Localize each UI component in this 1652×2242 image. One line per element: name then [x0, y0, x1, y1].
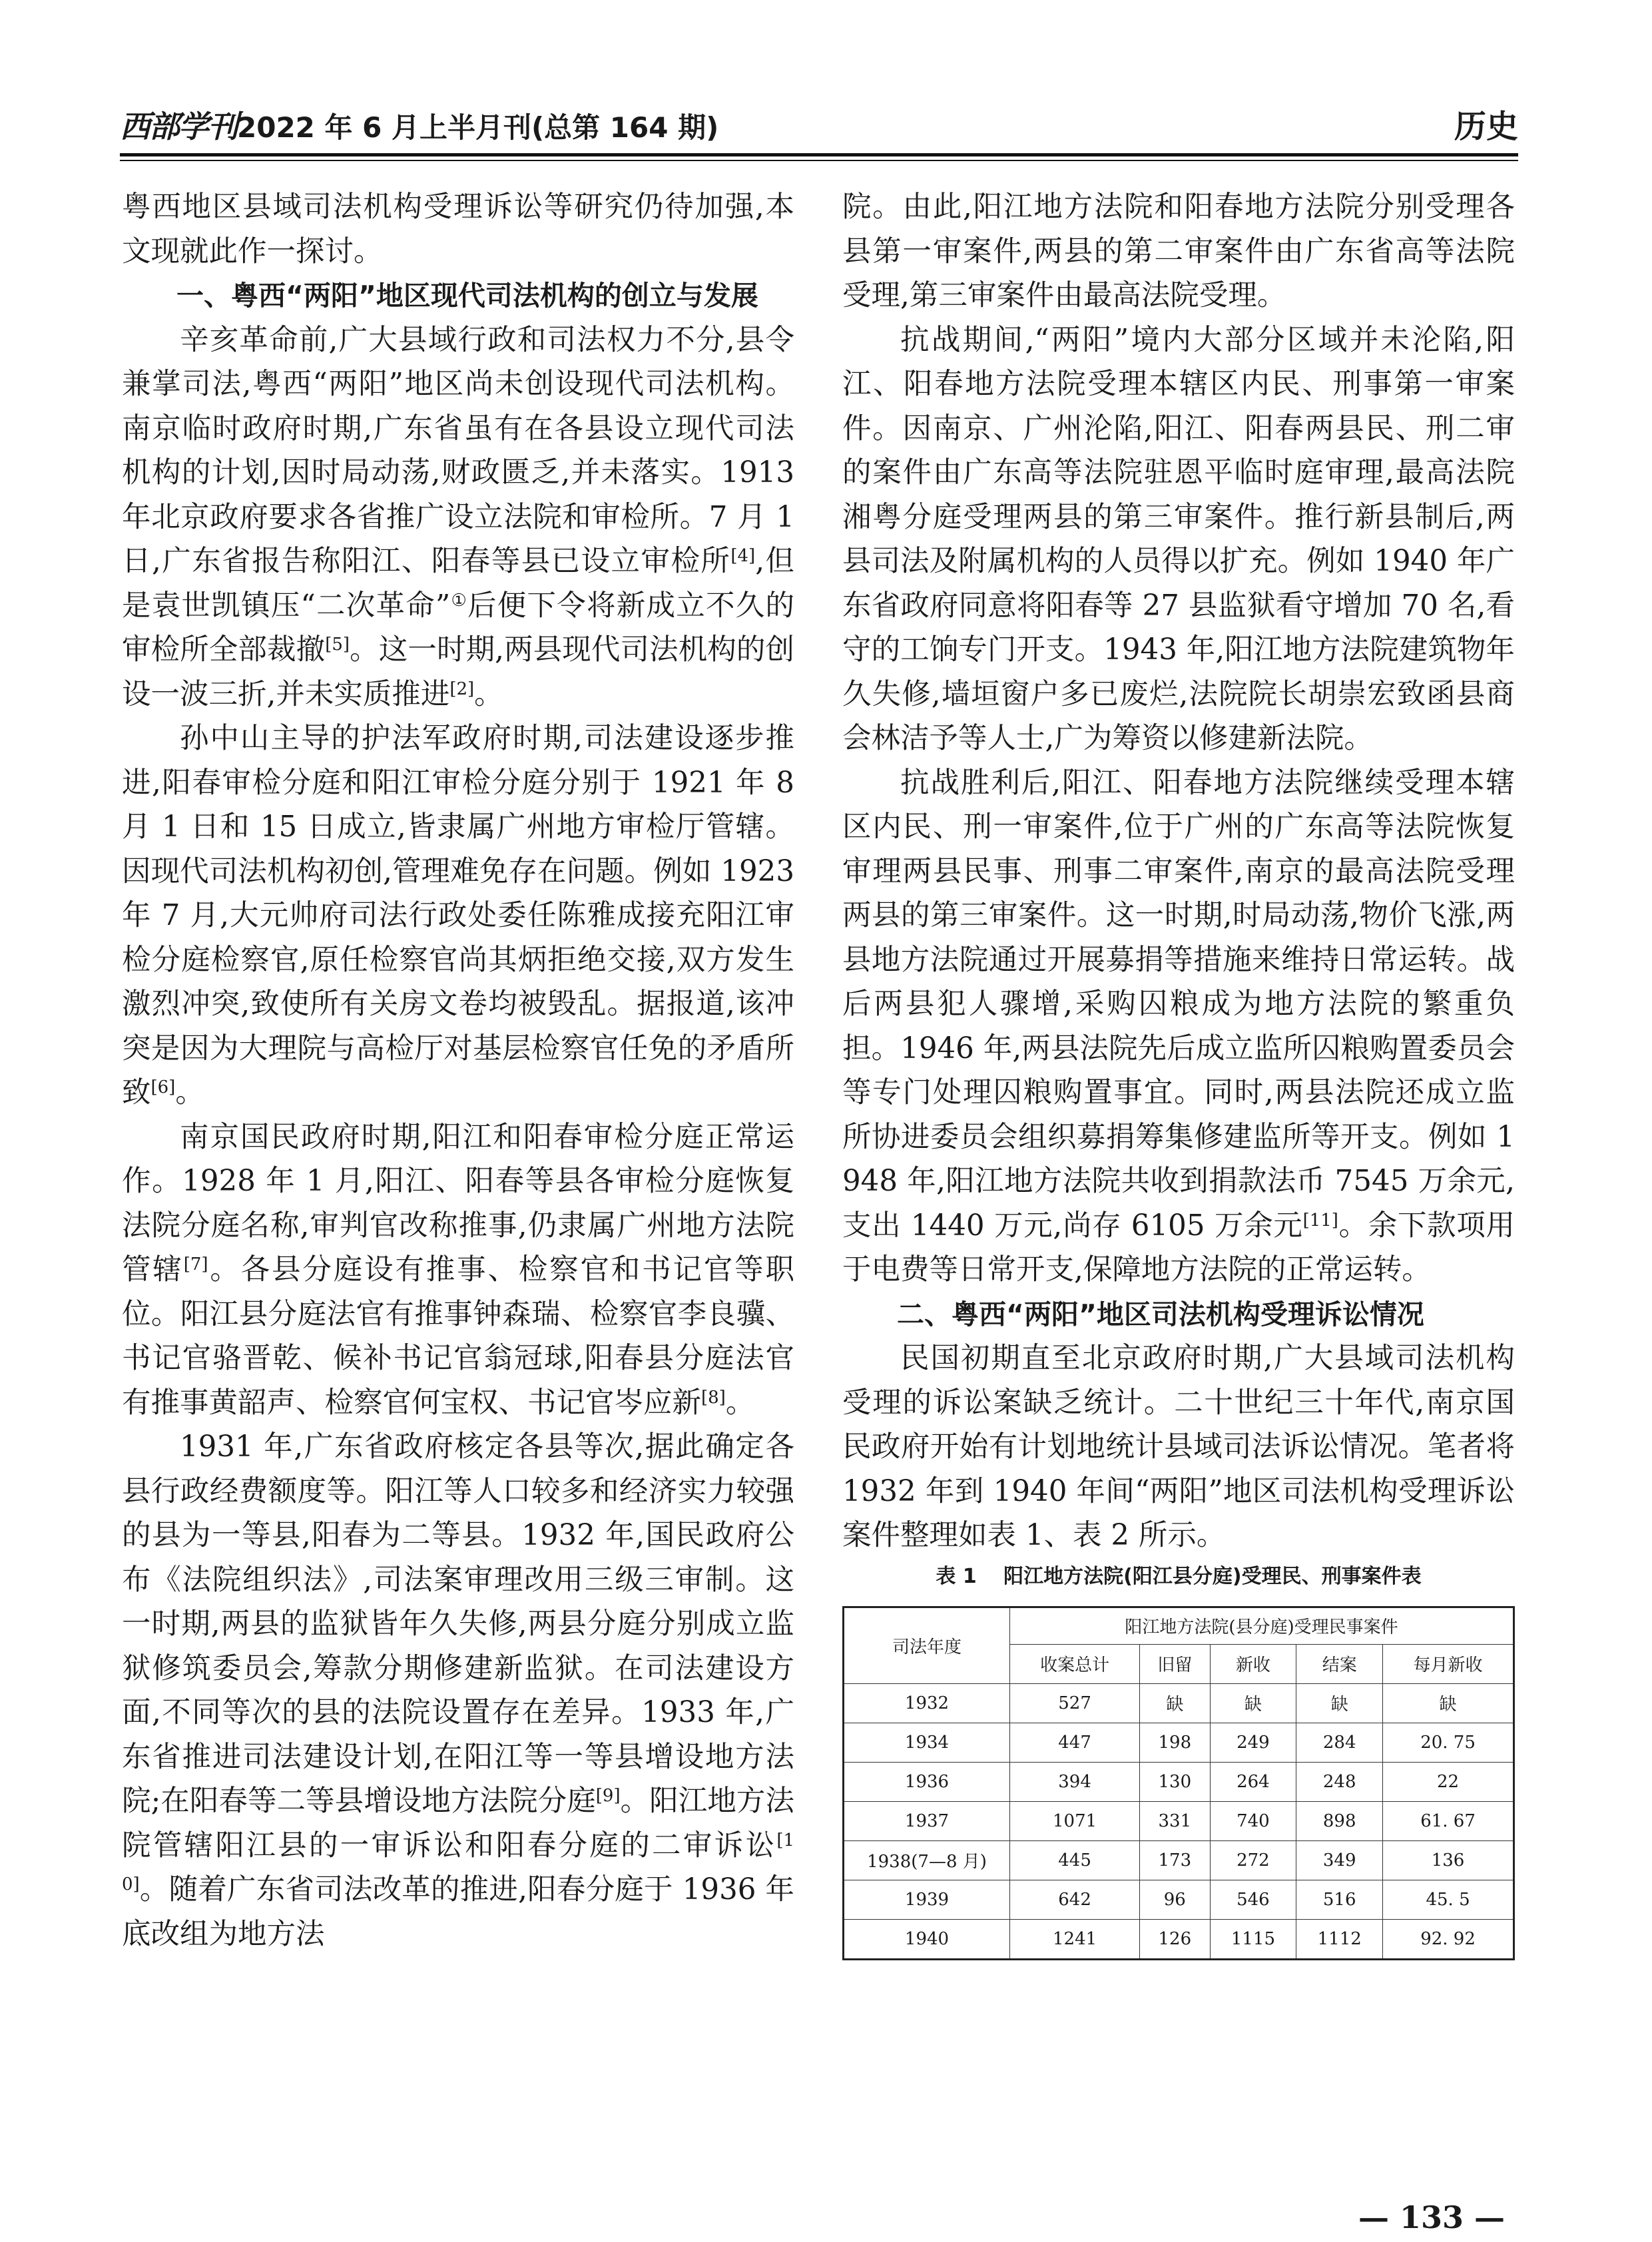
table-cell: 1071 [1010, 1801, 1140, 1840]
column-header: 旧留 [1140, 1644, 1210, 1683]
table-cell: 96 [1140, 1880, 1210, 1919]
paragraph [842, 761, 1515, 1292]
table-cell: 331 [1140, 1801, 1210, 1840]
paragraph: 抗战期间,“两阳”境内大部分区域并未沦陷,阳江、阳春地方法院受理本辖区内民、刑事第一审案件。因南京、广州沦陷,阳江、阳春两县民、刑二审的案件由广东高等法院驻恩平临时庭审理,最高法院湘粤分庭受理两县的第三审案件。推行新县制后,两县司法及附属机构的人员得以扩充。例如 1940 年广东省政府同意将阳春等 27 县监狱看守增加 70 名,看守的工饷专门开支。1943 年,阳江地方法院建筑物年久失修,墙垣窗户多已废烂,法院院长胡崇宏致函县商会林洁予等人士,广为筹资以修建新法院。 [842, 323, 1515, 755]
table-cell: 1115 [1210, 1919, 1296, 1959]
table-caption: 表 1 阳江地方法院(阳江县分庭)受理民、刑事案件表 [936, 1564, 1422, 1588]
citation: [7] [183, 1255, 208, 1274]
table-row [844, 1840, 1514, 1880]
table-cell: 45. 5 [1383, 1880, 1514, 1919]
column-header: 结案 [1296, 1644, 1383, 1683]
issue-label: 2022 年 6 月上半月刊(总第 164 期) [237, 111, 719, 144]
paragraph [122, 1115, 794, 1426]
journal-logo: 西部学刊 [120, 109, 237, 144]
table-cell: 22 [1383, 1762, 1514, 1801]
table-cell: 445 [1010, 1840, 1140, 1880]
table-cell: 284 [1296, 1723, 1383, 1762]
citation: [11] [1302, 1210, 1338, 1231]
table-cell: 249 [1210, 1723, 1296, 1762]
citation: [6] [150, 1077, 176, 1097]
text-run: 南京国民政府时期,阳江和阳春审检分庭正常运作。1928 年 1 月,阳江、阳春等县各审检分庭恢复法院分庭名称,审判官改称推事,仍隶属广州地方法院管辖 [122, 1120, 794, 1286]
table-cell: 394 [1010, 1762, 1140, 1801]
citation: [5] [325, 635, 350, 655]
group-column-header: 阳江地方法院(县分庭)受理民事案件 [1010, 1607, 1514, 1644]
paragraph [122, 716, 794, 1115]
table-cell: 272 [1210, 1840, 1296, 1880]
section-heading: 一、粤西“两阳”地区现代司法机构的创立与发展 [176, 280, 758, 312]
table-row [844, 1919, 1514, 1959]
table-cell: 130 [1140, 1762, 1210, 1801]
table-cell: 缺 [1383, 1683, 1514, 1723]
citation: [10] [122, 1830, 794, 1894]
table-cell: 546 [1210, 1880, 1296, 1919]
table-cell: 1939 [844, 1880, 1010, 1919]
footnote-marker: ① [450, 590, 468, 611]
table-cell: 1241 [1010, 1919, 1140, 1959]
text-run: 孙中山主导的护法军政府时期,司法建设逐步推进,阳春审检分庭和阳江审检分庭分别于 1921 年 8 月 1 日和 15 日成立,皆隶属广州地方审检厅管辖。因现代司法机构初创,管理难免存在问题。例如 1923 年 7 月,大元帅府司法行政处委任陈雅成接充阳江审检分庭检察官,原任检察官尚其炳拒绝交接,双方发生激烈冲突,致使所有关房文卷均被毁乱。据报道,该冲突是因为大理院与高检厅对基层检察官任免的矛盾所致 [122, 722, 794, 1109]
text-run: ,但是袁世凯镇压“二次革命” [122, 545, 795, 623]
civil-cases-table [842, 1606, 1515, 1960]
text-run: 。 [474, 677, 503, 711]
text-run: 。阳江地方法院管辖阳江县的一审诉讼和阳春分庭的二审诉讼 [122, 1785, 795, 1862]
table-cell: 20. 75 [1383, 1723, 1514, 1762]
text-run: 。随着广东省司法改革的推进,阳春分庭于 1936 年底改组为地方法 [122, 1873, 794, 1951]
page-number: — 133 — [1358, 2199, 1506, 2235]
table-cell: 447 [1010, 1723, 1140, 1762]
text-run: 。各县分庭设有推事、检察官和书记官等职位。阳江县分庭法官有推事钟森瑞、检察官李良骥、书记官骆晋乾、候补书记官翁冠球,阳春县分庭法官有推事黄韶声、检察官何宝权、书记官岑应新 [122, 1253, 795, 1420]
table-cell: 898 [1296, 1801, 1383, 1840]
table-row [844, 1683, 1514, 1723]
citation: [9] [595, 1786, 621, 1806]
table-cell: 264 [1210, 1762, 1296, 1801]
year-column-header: 司法年度 [844, 1607, 1010, 1683]
table-cell: 缺 [1140, 1683, 1210, 1723]
table-cell: 1936 [844, 1762, 1010, 1801]
left-column [122, 185, 794, 1956]
table-cell: 61. 67 [1383, 1801, 1514, 1840]
text-run: 后便下令将新成立不久的审检所全部裁撤 [122, 589, 795, 667]
text-run: 1931 年,广东省政府核定各县等次,据此确定各县行政经费额度等。阳江等人口较多和经济实力较强的县为一等县,阳春为二等县。1932 年,国民政府公布《法院组织法》,司法案审理改用三级三审制。这一时期,两县的监狱皆年久失修,两县分庭分别成立监狱修筑委员会,筹款分期修建新监狱。在司法建设方面,不同等次的县的法院设置存在差异。1933 年,广东省推进司法建设计划,在阳江等一等县增设地方法院;在阳春等二等县增设地方法院分庭 [122, 1430, 794, 1818]
table-cell: 1938(7—8 月) [844, 1840, 1010, 1880]
column-header: 新收 [1210, 1644, 1296, 1683]
paragraph [122, 1425, 794, 1956]
table-cell: 516 [1296, 1880, 1383, 1919]
table-cell: 1940 [844, 1919, 1010, 1959]
page-header [120, 107, 1518, 160]
table-cell: 1937 [844, 1801, 1010, 1840]
table-row [844, 1762, 1514, 1801]
paragraph: 粤西地区县域司法机构受理诉讼等研究仍待加强,本文现就此作一探讨。 [122, 190, 794, 268]
text-run: 。 [175, 1076, 204, 1109]
table-cell: 1932 [844, 1683, 1010, 1723]
table-cell: 198 [1140, 1723, 1210, 1762]
section-label: 历史 [1454, 108, 1518, 145]
section-heading: 二、粤西“两阳”地区司法机构受理诉讼情况 [897, 1298, 1424, 1330]
table-cell: 缺 [1210, 1683, 1296, 1723]
header-rule-thin [120, 160, 1518, 161]
table-cell: 1934 [844, 1723, 1010, 1762]
citation: [8] [701, 1387, 726, 1408]
table-cell: 136 [1383, 1840, 1514, 1880]
paragraph [122, 318, 794, 717]
paragraph: 院。由此,阳江地方法院和阳春地方法院分别受理各县第一审案件,两县的第二审案件由广东省高等法院受理,第三审案件由最高法院受理。 [842, 190, 1515, 312]
table-cell: 248 [1296, 1762, 1383, 1801]
table-cell: 缺 [1296, 1683, 1383, 1723]
table-cell: 349 [1296, 1840, 1383, 1880]
column-header: 收案总计 [1010, 1644, 1140, 1683]
table-row [844, 1880, 1514, 1919]
right-column [842, 185, 1515, 1960]
citation: [4] [730, 546, 756, 566]
table-row [844, 1723, 1514, 1762]
text-run: 辛亥革命前,广大县域行政和司法权力不分,县令兼掌司法,粤西“两阳”地区尚未创设现代司法机构。南京临时政府时期,广东省虽有在各县设立现代司法机构的计划,因时局动荡,财政匮乏,并未落实。1913 年北京政府要求各省推广设立法院和审检所。7 月 1 日,广东省报告称阳江、阳春等县已设立审检所 [122, 323, 794, 578]
table-cell: 527 [1010, 1683, 1140, 1723]
text-run: 。余下款项用于电费等日常开支,保障地方法院的正常运转。 [842, 1209, 1515, 1286]
text-run: 抗战胜利后,阳江、阳春地方法院继续受理本辖区内民、刑一审案件,位于广州的广东高等法院恢复审理两县民事、刑事二审案件,南京的最高法院受理两县的第三审案件。这一时期,时局动荡,物价飞涨,两县地方法院通过开展募捐等措施来维持日常运转。战后两县犯人骤增,采购囚粮成为地方法院的繁重负担。1946 年,两县法院先后成立监所囚粮购置委员会等专门处理囚粮购置事宜。同时,两县法院还成立监所协进委员会组织募捐筹集修建监所等开支。例如 1948 年,阳江地方法院共收到捐款法币 7545 万余元,支出 1440 万元,尚存 6105 万余元 [842, 766, 1515, 1243]
journal-issue [120, 107, 718, 148]
paragraph: 民国初期直至北京政府时期,广大县域司法机构受理的诉讼案缺乏统计。二十世纪三十年代,南京国民政府开始有计划地统计县域司法诉讼情况。笔者将 1932 年到 1940 年间“两阳”地区司法机构受理诉讼案件整理如表 1、表 2 所示。 [842, 1342, 1515, 1552]
table-cell: 173 [1140, 1840, 1210, 1880]
header-rule-thick [120, 153, 1518, 156]
table-cell: 642 [1010, 1880, 1140, 1919]
table-cell: 740 [1210, 1801, 1296, 1840]
table-cell: 92. 92 [1383, 1919, 1514, 1959]
text-run: 。 [725, 1386, 755, 1420]
citation: [2] [449, 679, 475, 699]
text-run: 。这一时期,两县现代司法机构的创设一波三折,并未实质推进 [122, 633, 795, 711]
table-row [844, 1801, 1514, 1840]
table-cell: 126 [1140, 1919, 1210, 1959]
column-header: 每月新收 [1383, 1644, 1514, 1683]
table-cell: 1112 [1296, 1919, 1383, 1959]
